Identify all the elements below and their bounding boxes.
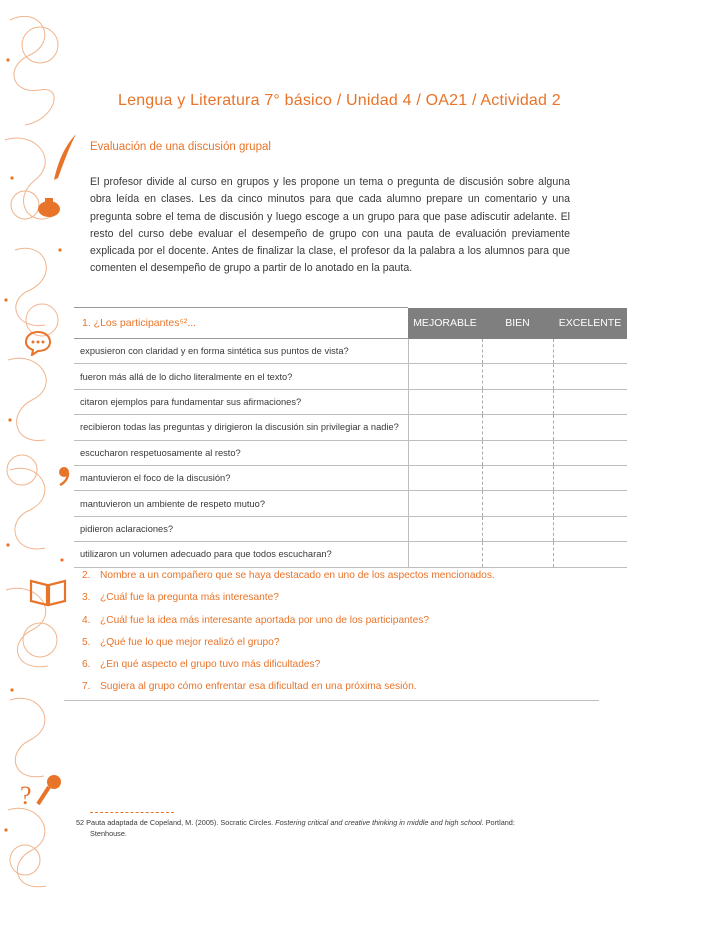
rating-cell-mejorable[interactable] xyxy=(408,542,482,567)
rating-cell-excelente[interactable] xyxy=(553,516,627,541)
column-header-bien: BIEN xyxy=(482,308,553,339)
comma-icon xyxy=(58,466,70,486)
table-row xyxy=(74,339,627,364)
feather-quill-icon xyxy=(50,132,78,182)
speech-bubble-icon xyxy=(24,330,52,356)
rating-cell-mejorable[interactable] xyxy=(408,339,482,364)
criterion-label: escucharon respetuosamente al resto? xyxy=(74,440,408,465)
footnote-prefix: 52 Pauta adaptada de Copeland, M. (2005). Socratic Circles. xyxy=(76,818,274,827)
table-row xyxy=(74,389,627,414)
rating-cell-mejorable[interactable] xyxy=(408,491,482,516)
rating-cell-excelente[interactable] xyxy=(553,415,627,440)
question-number: 3. xyxy=(82,592,91,604)
rating-cell-mejorable[interactable] xyxy=(408,440,482,465)
rating-cell-bien[interactable] xyxy=(482,491,553,516)
section-divider xyxy=(64,700,599,701)
rating-cell-bien[interactable] xyxy=(482,440,553,465)
question-number: 6. xyxy=(82,659,91,671)
rating-cell-excelente[interactable] xyxy=(553,491,627,516)
question-text: ¿Cuál fue la idea más interesante aportada por uno de los participantes? xyxy=(100,614,430,626)
rating-cell-bien[interactable] xyxy=(482,542,553,567)
footnote-publisher: Stenhouse. xyxy=(90,829,127,838)
list-item xyxy=(82,567,495,589)
list-item xyxy=(82,634,495,656)
follow-up-questions-list xyxy=(82,567,495,701)
rating-cell-excelente[interactable] xyxy=(553,364,627,389)
table-row xyxy=(74,491,627,516)
question-number: 5. xyxy=(82,636,91,648)
footnote xyxy=(76,817,636,839)
question-text: Sugiera al grupo cómo enfrentar esa dificultad en una próxima sesión. xyxy=(100,681,417,693)
list-item xyxy=(82,656,495,678)
rating-cell-mejorable[interactable] xyxy=(408,516,482,541)
question-text: ¿Qué fue lo que mejor realizó el grupo? xyxy=(100,636,280,648)
question-number: 4. xyxy=(82,614,91,626)
rating-cell-excelente[interactable] xyxy=(553,389,627,414)
rating-cell-excelente[interactable] xyxy=(553,339,627,364)
column-header-mejorable: MEJORABLE xyxy=(408,308,482,339)
rating-cell-excelente[interactable] xyxy=(553,440,627,465)
criterion-label: recibieron todas las preguntas y dirigieron la discusión sin privilegiar a nadie? xyxy=(74,415,408,440)
table-row xyxy=(74,440,627,465)
criterion-label: utilizaron un volumen adecuado para que todos escucharan? xyxy=(74,542,408,567)
list-item xyxy=(82,612,495,634)
section-title: Evaluación de una discusión grupal xyxy=(90,141,271,153)
table-row xyxy=(74,542,627,567)
ink-pot-icon xyxy=(36,196,62,218)
rating-cell-bien[interactable] xyxy=(482,389,553,414)
table-row xyxy=(74,415,627,440)
criterion-label: mantuvieron el foco de la discusión? xyxy=(74,465,408,490)
footnote-divider xyxy=(90,812,174,813)
footnote-book-title: Fostering critical and creative thinking in middle and high school. xyxy=(275,818,484,827)
rating-cell-mejorable[interactable] xyxy=(408,389,482,414)
rating-cell-bien[interactable] xyxy=(482,415,553,440)
footnote-suffix: Portland: xyxy=(485,818,515,827)
rating-cell-bien[interactable] xyxy=(482,339,553,364)
table-row xyxy=(74,516,627,541)
criterion-label: citaron ejemplos para fundamentar sus afirmaciones? xyxy=(74,389,408,414)
rating-cell-mejorable[interactable] xyxy=(408,415,482,440)
open-book-icon xyxy=(28,575,68,607)
rating-cell-excelente[interactable] xyxy=(553,465,627,490)
question-number: 2. xyxy=(82,570,91,581)
table-row xyxy=(74,465,627,490)
question-number: 7. xyxy=(82,681,91,693)
criterion-label: mantuvieron un ambiente de respeto mutuo? xyxy=(74,491,408,516)
table-row xyxy=(74,364,627,389)
microphone-icon xyxy=(20,770,66,810)
rating-cell-mejorable[interactable] xyxy=(408,364,482,389)
rating-cell-mejorable[interactable] xyxy=(408,465,482,490)
rating-cell-bien[interactable] xyxy=(482,516,553,541)
list-item xyxy=(82,589,495,611)
criterion-label: pidieron aclaraciones? xyxy=(74,516,408,541)
criterion-label: expusieron con claridad y en forma sintética sus puntos de vista? xyxy=(74,339,408,364)
criterion-label: fueron más allá de lo dicho literalmente en el texto? xyxy=(74,364,408,389)
column-header-excelente: EXCELENTE xyxy=(553,308,627,339)
rating-cell-bien[interactable] xyxy=(482,465,553,490)
svg-text:?: ? xyxy=(20,781,32,810)
question-text: ¿Cuál fue la pregunta más interesante? xyxy=(100,592,279,604)
intro-paragraph: El profesor divide al curso en grupos y les propone un tema o pregunta de discusión sobre alguna obra leída en clases. Les da cinco minutos para que cada alumno prepare un comentario y una pregunta sobre el tema de discusión y luego escoge a un grupo para que pase adiscutir adelante. El resto del curso debe evaluar el desempeño de grupo con una pauta de evaluación previamente explicada por el docente. Antes de finalizar la clase, el profesor da la palabra a los alumnos para que comenten el desempeño de grupo a partir de lo anotado en la pauta. xyxy=(90,176,570,275)
evaluation-table xyxy=(74,307,627,568)
page-header-title: Lengua y Literatura 7° básico / Unidad 4 / OA21 / Actividad 2 xyxy=(118,92,561,109)
rating-cell-bien[interactable] xyxy=(482,364,553,389)
rating-cell-excelente[interactable] xyxy=(553,542,627,567)
question-text: Nombre a un compañero que se haya destacado en uno de los aspectos mencionados. xyxy=(100,570,495,581)
question-text: ¿En qué aspecto el grupo tuvo más dificultades? xyxy=(100,659,321,671)
question-1-header: 1. ¿Los participantes⁵²... xyxy=(74,308,408,339)
list-item xyxy=(82,678,495,700)
